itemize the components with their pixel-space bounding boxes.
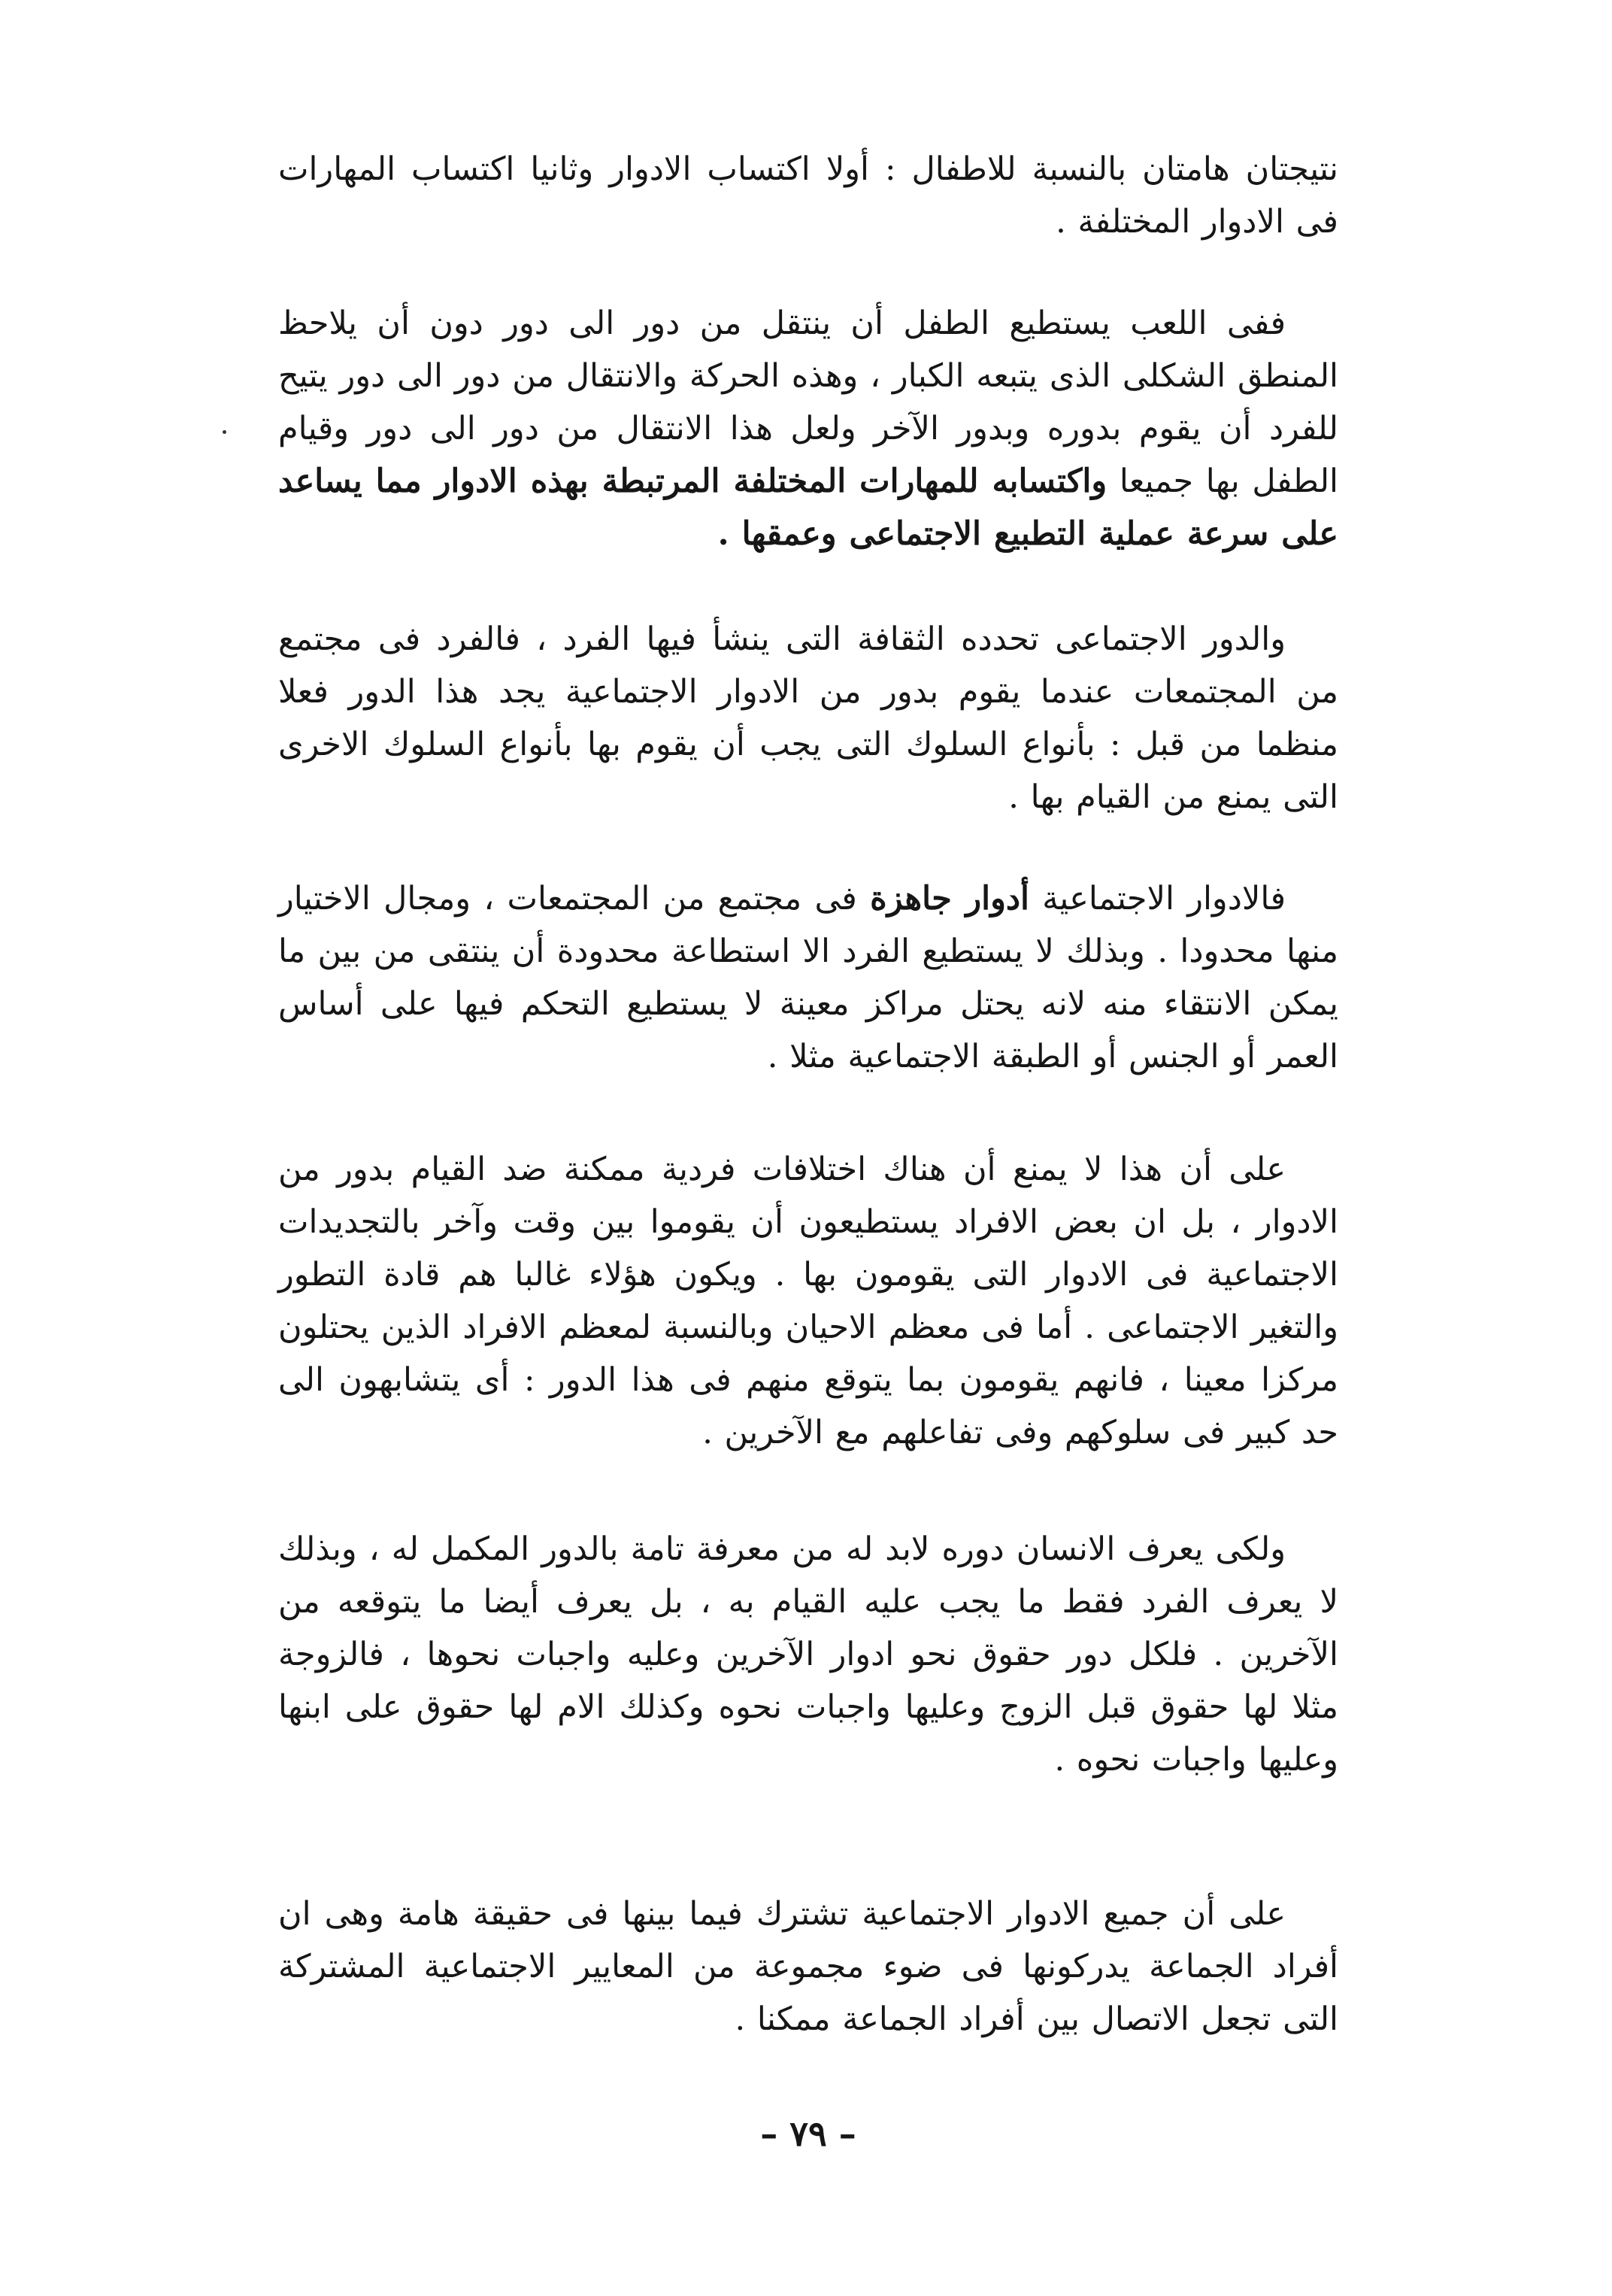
paragraph-5: [278, 1143, 1338, 1459]
paragraph-3: [278, 613, 1338, 823]
paragraph-4: [278, 872, 1338, 1083]
paragraph-3-text: والدور الاجتماعى تحدده الثقافة التى ينشأ فيها الفرد ، فالفرد فى مجتمع من المجتمعات عندما يقوم بدور من الادوار الاجتماعية يجد هذا الدور فعلا منظما من قبل : بأنواع السلوك التى يجب أن يقوم بها بأنواع السلوك الاخرى التى يمنع من القيام بها .: [278, 620, 1338, 816]
paragraph-2-text: ففى اللعب يستطيع الطفل أن ينتقل من دور الى دور دون أن يلاحظ المنطق الشكلى الذى يتبعه الكبار ، وهذه الحركة والانتقال من دور الى دور يتيح للفرد أن يقوم بدوره وبدور الآخر ولعل هذا الانتقال من دور الى دور وقيام الطفل بها جميعا: [278, 305, 1338, 500]
paragraph-7: [278, 1888, 1338, 2046]
paragraph-2-bold-text: واكتسابه للمهارات المختلفة المرتبطة بهذه الادوار مما يساعد على سرعة عملية التطبيع الاجتماعى وعمقها .: [278, 463, 1338, 553]
paragraph-1-text: نتيجتان هامتان بالنسبة للاطفال : أولا اكتساب الادوار وثانيا اكتساب المهارات فى الادوار المختلفة .: [278, 150, 1338, 241]
paragraph-4-bold-text: أدوار جاهزة: [870, 880, 1029, 917]
paragraph-2: [278, 297, 1338, 560]
paragraph-7-text: على أن جميع الادوار الاجتماعية تشترك فيما بينها فى حقيقة هامة وهى ان أفراد الجماعة يدركونها فى ضوء مجموعة من المعايير الاجتماعية المشتركة التى تجعل الاتصال بين أفراد الجماعة ممكنا .: [278, 1895, 1338, 2038]
paragraph-4-text-before: فالادوار الاجتماعية: [1042, 880, 1286, 917]
paragraph-4-text-after: فى مجتمع من المجتمعات ، ومجال الاختيار منها محدودا . وبذلك لا يستطيع الفرد الا استطاعة محدودة أن ينتقى من بين ما يمكن الانتقاء منه لانه يحتل مراكز معينة لا يستطيع التحكم فيها على أساس العمر أو الجنس أو الطبقة الاجتماعية مثلا .: [278, 880, 1338, 1075]
paragraph-5-text: على أن هذا لا يمنع أن هناك اختلافات فردية ممكنة ضد القيام بدور من الادوار ، بل ان بعض الافراد يستطيعون أن يقوموا بين وقت وآخر بالتجديدات الاجتماعية فى الادوار التى يقومون بها . ويكون هؤلاء غالبا هم قادة التطور والتغير الاجتماعى . أما فى معظم الاحيان وبالنسبة لمعظم الافراد الذين يحتلون مركزا معينا ، فانهم يقومون بما يتوقع منهم فى هذا الدور : أى يتشابهون الى حد كبير فى سلوكهم وفى تفاعلهم مع الآخرين .: [278, 1151, 1338, 1451]
paragraph-6: [278, 1523, 1338, 1786]
page-number: – ٧٩ –: [760, 2113, 856, 2154]
scan-speck: [223, 430, 226, 434]
paragraph-1: [278, 143, 1338, 248]
paragraph-6-text: ولكى يعرف الانسان دوره لابد له من معرفة تامة بالدور المكمل له ، وبذلك لا يعرف الفرد فقط ما يجب عليه القيام به ، بل يعرف أيضا ما يتوقعه من الآخرين . فلكل دور حقوق نحو ادوار الآخرين وعليه واجبات نحوها ، فالزوجة مثلا لها حقوق قبل الزوج وعليها واجبات نحوه وكذلك الام لها حقوق على ابنها وعليها واجبات نحوه .: [278, 1530, 1338, 1779]
document-page: [278, 143, 1338, 2188]
